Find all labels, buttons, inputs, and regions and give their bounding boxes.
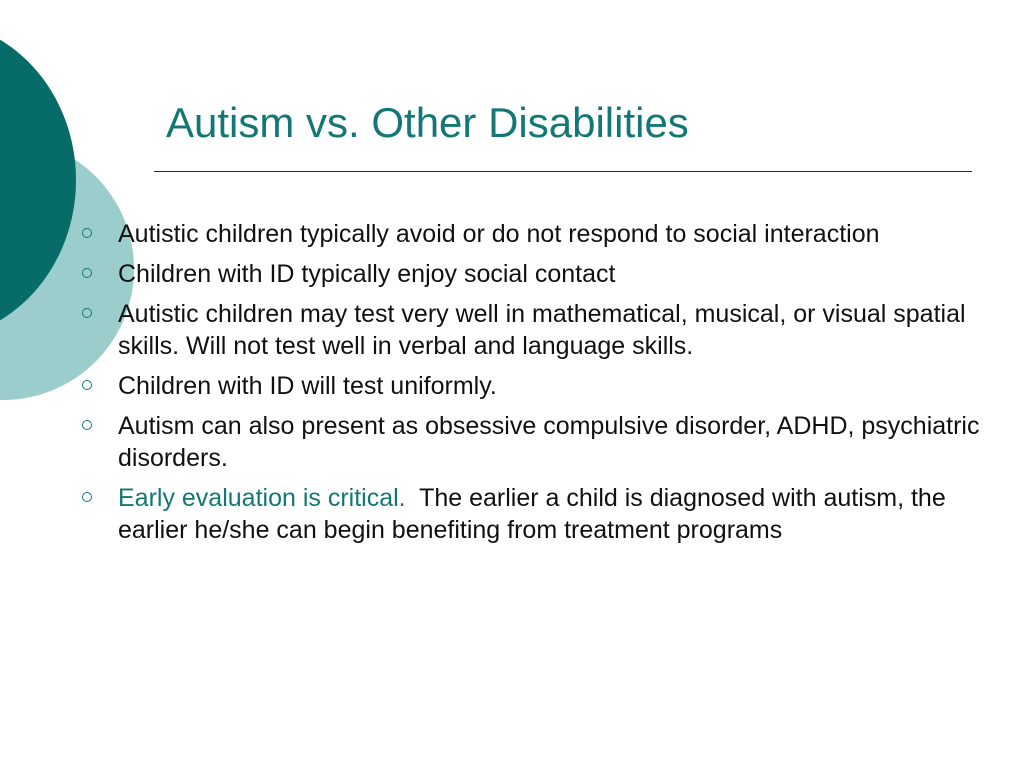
hollow-circle-bullet-icon bbox=[82, 492, 92, 502]
bullet-text: Children with ID will test uniformly. bbox=[118, 372, 497, 400]
bullet-item bbox=[78, 258, 1008, 290]
bullet-text: Children with ID typically enjoy social contact bbox=[118, 260, 616, 288]
bullet-text: The earlier a child is diagnosed with autism, the earlier he/she can begin benefiting from treatment programs bbox=[118, 484, 953, 544]
bullet-text: Autistic children may test very well in mathematical, musical, or visual spatial skills. Will not test well in verbal and language skills. bbox=[118, 300, 966, 360]
bullet-text: Autistic children typically avoid or do not respond to social interaction bbox=[118, 220, 880, 248]
hollow-circle-bullet-icon bbox=[82, 380, 92, 390]
bullet-list bbox=[78, 218, 1008, 554]
bullet-item bbox=[78, 370, 1008, 402]
hollow-circle-bullet-icon bbox=[82, 308, 92, 318]
bullet-accent-text: Early evaluation is critical. bbox=[118, 484, 406, 512]
bullet-item bbox=[78, 482, 1008, 546]
hollow-circle-bullet-icon bbox=[82, 228, 92, 238]
bullet-item bbox=[78, 410, 1008, 474]
title-divider bbox=[154, 171, 972, 172]
hollow-circle-bullet-icon bbox=[82, 268, 92, 278]
slide-title: Autism vs. Other Disabilities bbox=[166, 99, 689, 146]
bullet-item bbox=[78, 218, 1008, 250]
bullet-item bbox=[78, 298, 1008, 362]
hollow-circle-bullet-icon bbox=[82, 420, 92, 430]
bullet-text: Autism can also present as obsessive compulsive disorder, ADHD, psychiatric disorders. bbox=[118, 412, 980, 472]
